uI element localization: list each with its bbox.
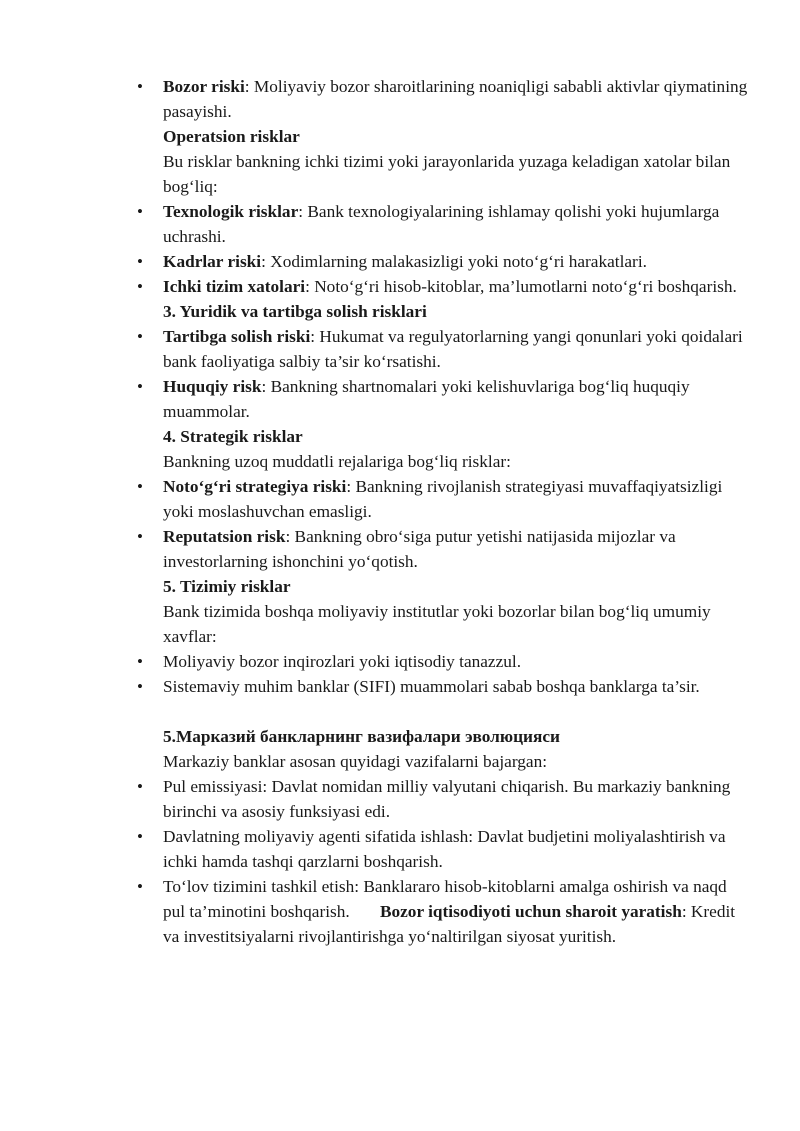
list-item-texnologik: • Texnologik risklar: Bank texnologiyalarining ishlamay qolishi yoki hujumlarga uchrashi. xyxy=(163,199,748,249)
paragraph-operatsion-intro: Bu risklar bankning ichki tizimi yoki jarayonlarida yuzaga keladigan xatolar bilan bog‘liq: xyxy=(163,152,731,196)
paragraph-tizimiy-intro: Bank tizimida boshqa moliyaviy institutlar yoki bozorlar bilan bog‘liq umumiy xavflar: xyxy=(163,602,711,646)
list-item-ichki-tizim: • Ichki tizim xatolari: Noto‘g‘ri hisob-kitoblar, ma’lumotlarni noto‘g‘ri boshqarish. xyxy=(163,274,748,299)
section-heading-operatsion: Operatsion risklar xyxy=(163,127,300,146)
list-item-tolov-tizimi: • To‘lov tizimini tashkil etish: Banklararo hisob-kitoblarni amalga oshirish va naqd pul ta’minotini boshqarish. Bozor iqtisodiyoti uchun sharoit yaratish: Kredit va investitsiyalarni rivojlantirishga yo‘naltirilgan siyosat yuritish. xyxy=(163,874,748,949)
section-heading-strategik: 4. Strategik risklar xyxy=(163,427,303,446)
list-item-bozor-riski: • Bozor riski: Moliyaviy bozor sharoitlarining noaniqligi sababli aktivlar qiymatining pasayishi. xyxy=(163,74,748,124)
list-item-moliyaviy-agent: • Davlatning moliyaviy agenti sifatida ishlash: Davlat budjetini moliyalashtirish va ichki hamda tashqi qarzlarni boshqarish. xyxy=(163,824,748,874)
blank-line xyxy=(163,699,748,724)
list-item-sifi: • Sistemaviy muhim banklar (SIFI) muammolari sabab boshqa banklarga ta’sir. xyxy=(163,674,748,699)
list-item-kadrlar: • Kadrlar riski: Xodimlarning malakasizligi yoki noto‘g‘ri harakatlari. xyxy=(163,249,748,274)
list-item-tartibga-solish: • Tartibga solish riski: Hukumat va regulyatorlarning yangi qonunlari yoki qoidalari bank faoliyatiga salbiy ta’sir ko‘rsatishi. xyxy=(163,324,748,374)
paragraph-markaziy-intro: Markaziy banklar asosan quyidagi vazifalarni bajargan: xyxy=(163,752,548,771)
section-heading-tizimiy: 5. Tizimiy risklar xyxy=(163,577,291,596)
list-item-inqiroz: • Moliyaviy bozor inqirozlari yoki iqtisodiy tanazzul. xyxy=(163,649,748,674)
document-body xyxy=(163,74,748,949)
list-item-reputatsion: • Reputatsion risk: Bankning obro‘siga putur yetishi natijasida mijozlar va investorlarning ishonchini yo‘qotish. xyxy=(163,524,748,574)
list-item-huquqiy: • Huquqiy risk: Bankning shartnomalari yoki kelishuvlariga bog‘liq huquqiy muammolar. xyxy=(163,374,748,424)
list-item-pul-emissiyasi: • Pul emissiyasi: Davlat nomidan milliy valyutani chiqarish. Bu markaziy bankning birinchi va asosiy funksiyasi edi. xyxy=(163,774,748,824)
section-heading-markaziy-banklar: 5.Марказий банкларнинг вазифалари эволюцияси xyxy=(163,727,560,746)
list-item-strategiya-riski: • Noto‘g‘ri strategiya riski: Bankning rivojlanish strategiyasi muvaffaqiyatsizligi yoki moslashuvchan emasligi. xyxy=(163,474,748,524)
section-heading-yuridik: 3. Yuridik va tartibga solish risklari xyxy=(163,302,427,321)
paragraph-strategik-intro: Bankning uzoq muddatli rejalariga bog‘liq risklar: xyxy=(163,452,511,471)
